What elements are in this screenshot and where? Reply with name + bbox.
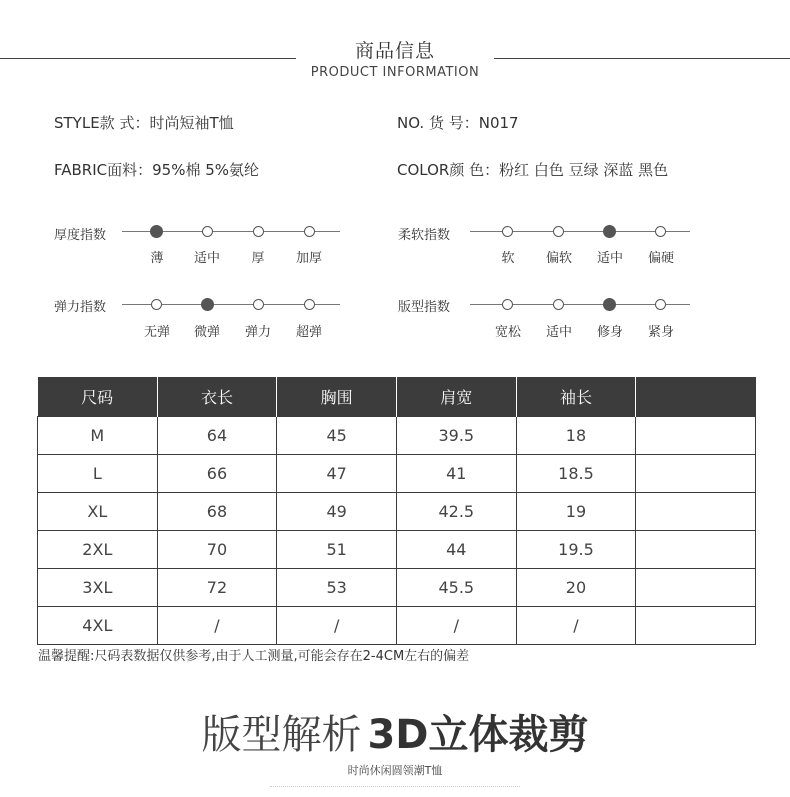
table-cell: 47 xyxy=(277,455,397,493)
style-info: STYLE款 式：时尚短袖T恤 xyxy=(54,114,234,132)
table-cell: / xyxy=(277,607,397,645)
indicator-option: 加厚 xyxy=(295,251,322,266)
table-row xyxy=(38,417,756,455)
indicator-dot xyxy=(253,299,264,310)
indicator-option: 适中 xyxy=(193,251,220,266)
decorative-divider xyxy=(270,786,520,789)
indicator-dot-selected xyxy=(201,298,214,311)
indicator-option: 超弹 xyxy=(295,325,322,340)
table-cell: 42.5 xyxy=(396,493,516,531)
table-cell xyxy=(636,531,756,569)
indicator-label: 版型指数 xyxy=(398,300,451,315)
table-cell xyxy=(636,417,756,455)
table-cell: 18.5 xyxy=(516,455,636,493)
table-cell: 64 xyxy=(157,417,277,455)
table-cell xyxy=(636,493,756,531)
section-subtitle: PRODUCT INFORMATION xyxy=(310,65,480,80)
column-header: 袖长 xyxy=(516,377,636,417)
heading-subtitle: 时尚休闲圆领潮T恤 xyxy=(347,764,443,777)
indicator-dot xyxy=(502,299,513,310)
column-header: 尺码 xyxy=(38,377,158,417)
table-cell: 4XL xyxy=(38,607,158,645)
size-note: 温馨提醒:尺码表数据仅供参考,由于人工测量,可能会存在2-4CM左右的偏差 xyxy=(38,649,470,664)
indicator-option: 适中 xyxy=(596,251,623,266)
indicator-option: 适中 xyxy=(545,325,572,340)
table-cell: 19.5 xyxy=(516,531,636,569)
indicator-dot-selected xyxy=(603,225,616,238)
table-cell: 72 xyxy=(157,569,277,607)
indicator-option: 厚 xyxy=(251,251,265,266)
table-cell: 51 xyxy=(277,531,397,569)
indicator-dot-selected xyxy=(150,225,163,238)
indicator-label: 柔软指数 xyxy=(398,228,451,243)
item-number: NO. 货 号：N017 xyxy=(397,114,519,132)
column-header: 肩宽 xyxy=(396,377,516,417)
table-cell: 70 xyxy=(157,531,277,569)
indicator-option: 紧身 xyxy=(647,325,674,340)
table-cell: / xyxy=(157,607,277,645)
table-cell: L xyxy=(38,455,158,493)
indicator-dot xyxy=(151,299,162,310)
table-cell: 41 xyxy=(396,455,516,493)
table-cell: 18 xyxy=(516,417,636,455)
table-cell: 39.5 xyxy=(396,417,516,455)
indicator-option: 薄 xyxy=(150,251,164,266)
table-cell: 20 xyxy=(516,569,636,607)
section-title: 商品信息 xyxy=(354,40,435,62)
indicator-label: 弹力指数 xyxy=(54,300,107,315)
indicator-option: 微弹 xyxy=(193,325,220,340)
indicator-dot xyxy=(253,226,264,237)
indicator-dot-selected xyxy=(603,298,616,311)
indicator-dot xyxy=(655,299,666,310)
heading-light: 版型解析 xyxy=(201,712,362,758)
heading-bold: 3D立体裁剪 xyxy=(367,712,589,758)
table-cell: 45 xyxy=(277,417,397,455)
table-cell xyxy=(636,569,756,607)
indicator-option: 弹力 xyxy=(244,325,271,340)
table-header-row xyxy=(38,377,756,417)
indicator-option: 偏硬 xyxy=(647,251,674,266)
table-cell: 53 xyxy=(277,569,397,607)
table-cell: / xyxy=(396,607,516,645)
indicator-dot xyxy=(502,226,513,237)
column-header: 衣长 xyxy=(157,377,277,417)
color-info: COLOR颜 色：粉红 白色 豆绿 深蓝 黑色 xyxy=(397,161,669,179)
indicator-dot xyxy=(553,299,564,310)
table-cell: M xyxy=(38,417,158,455)
fabric-info: FABRIC面料：95%棉 5%氨纶 xyxy=(54,161,260,179)
fit-analysis-heading xyxy=(0,703,790,760)
size-table xyxy=(37,377,756,645)
table-cell: 3XL xyxy=(38,569,158,607)
indicator-option: 宽松 xyxy=(494,325,521,340)
table-cell: / xyxy=(516,607,636,645)
table-row xyxy=(38,531,756,569)
table-row xyxy=(38,607,756,645)
indicator-label: 厚度指数 xyxy=(54,228,107,243)
table-cell: 49 xyxy=(277,493,397,531)
table-cell: XL xyxy=(38,493,158,531)
table-row xyxy=(38,569,756,607)
table-cell xyxy=(636,455,756,493)
indicator-dot xyxy=(553,226,564,237)
table-row xyxy=(38,455,756,493)
indicator-dot xyxy=(304,226,315,237)
table-cell: 68 xyxy=(157,493,277,531)
column-header xyxy=(636,377,756,417)
table-cell xyxy=(636,607,756,645)
table-cell: 19 xyxy=(516,493,636,531)
table-cell: 44 xyxy=(396,531,516,569)
indicator-option: 修身 xyxy=(596,325,623,340)
indicator-option: 偏软 xyxy=(545,251,572,266)
indicator-dot xyxy=(202,226,213,237)
indicator-option: 软 xyxy=(501,251,515,266)
table-cell: 2XL xyxy=(38,531,158,569)
indicator-dot xyxy=(655,226,666,237)
table-row xyxy=(38,493,756,531)
table-cell: 66 xyxy=(157,455,277,493)
table-cell: 45.5 xyxy=(396,569,516,607)
indicator-dot xyxy=(304,299,315,310)
indicator-option: 无弹 xyxy=(143,325,170,340)
column-header: 胸围 xyxy=(277,377,397,417)
